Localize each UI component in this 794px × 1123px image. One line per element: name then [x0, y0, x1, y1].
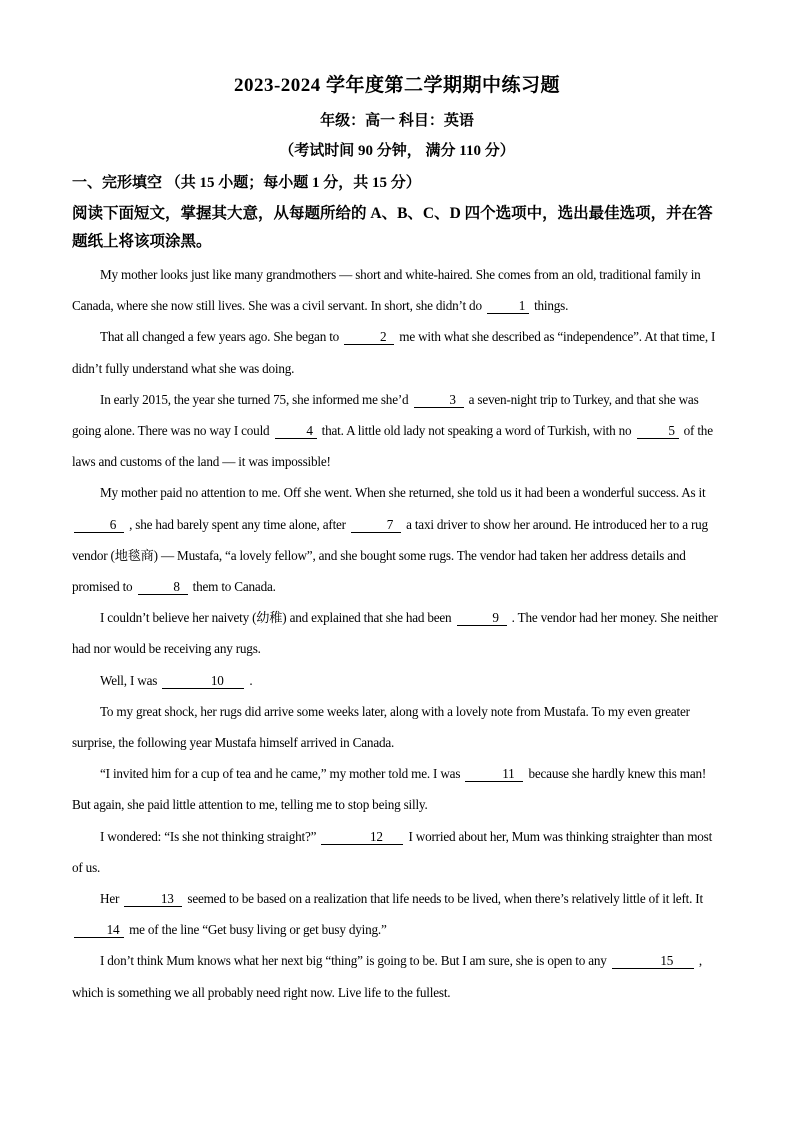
blank-4: 4	[275, 423, 317, 439]
text: them to Canada.	[192, 579, 276, 595]
blank-12: 12	[321, 829, 403, 845]
text: , she had barely spent any time alone, after	[129, 516, 346, 532]
grade-subject: 年级：高一 科目：英语	[320, 113, 474, 129]
text: things.	[534, 298, 569, 314]
paragraph-11	[72, 945, 724, 1007]
blank-14: 14	[74, 922, 124, 938]
text: , which is something we all probably need right now. Live life to the fullest.	[72, 953, 702, 1000]
text: . The vendor had her money. She neither had nor would be receiving any rugs.	[72, 610, 718, 657]
paragraph-4	[72, 477, 724, 602]
text: I worried about her, Mum was thinking straighter than most of us.	[72, 828, 713, 875]
paragraph-6	[72, 665, 724, 696]
blank-9: 9	[457, 610, 507, 626]
blank-6: 6	[74, 517, 124, 533]
text: a taxi driver to show her around. He introduced her to a rug vendor (地毯商) — Mustafa, “a lovely fellow”, and she bought some rugs. The vendor had taken her address details and promised to	[72, 516, 708, 595]
blank-2: 2	[344, 329, 394, 345]
text: I don’t think Mum knows what her next big “thing” is going to be. But I am sure, she is open to any	[100, 953, 607, 969]
text: Her	[100, 891, 120, 907]
paragraph-8	[72, 758, 724, 820]
text: because she hardly knew this man! But again, she paid little attention to me, telling me to stop being silly.	[72, 766, 707, 813]
section-heading: 一、完形填空 （共 15 小题；每小题 1 分，共 15 分）	[72, 175, 421, 191]
exam-time: （考试时间 90 分钟， 满分 110 分）	[279, 143, 515, 159]
text: Well, I was	[100, 672, 158, 688]
paragraph-1	[72, 259, 724, 321]
paragraph-10	[72, 883, 724, 945]
text: me with what she described as “independence”. At that time, I didn’t fully understand what she was doing.	[72, 329, 716, 376]
paragraph-2	[72, 321, 724, 383]
text: me of the line “Get busy living or get busy dying.”	[129, 922, 387, 938]
text: That all changed a few years ago. She began to	[100, 329, 340, 345]
text: of the laws and customs of the land — it was impossible!	[72, 423, 713, 470]
blank-5: 5	[637, 423, 679, 439]
blank-1: 1	[487, 298, 529, 314]
text: .	[249, 672, 253, 688]
cloze-passage	[72, 259, 724, 1008]
blank-3: 3	[414, 392, 464, 408]
exam-title: 2023-2024 学年度第二学期期中练习题	[233, 75, 561, 96]
paragraph-7	[72, 696, 724, 758]
blank-13: 13	[124, 891, 182, 907]
blank-7: 7	[351, 517, 401, 533]
text: I wondered: “Is she not thinking straight?”	[100, 828, 317, 844]
text: My mother looks just like many grandmothers — short and white-haired. She comes from an old, traditional family in Canada, where she now still lives. She was a civil servant. In short, she didn’t do	[72, 267, 701, 314]
text: My mother paid no attention to me. Off she went. When she returned, she told us it had been a wonderful success. As it	[100, 485, 706, 501]
text: a seven-night trip to Turkey, and that she was going alone. There was no way I could	[72, 391, 699, 439]
text: “I invited him for a cup of tea and he came,” my mother told me. I was	[100, 766, 461, 782]
text: In early 2015, the year she turned 75, she informed me she’d	[100, 391, 409, 407]
paragraph-3	[72, 384, 724, 478]
text: seemed to be based on a realization that life needs to be lived, when there’s relatively little of it left. It	[187, 891, 703, 907]
section-instruction: 阅读下面短文，掌握其大意，从每题所给的 A、B、C、D 四个选项中，选出最佳选项，并在答题纸上将该项涂黑。	[72, 205, 713, 250]
paragraph-5	[72, 602, 724, 664]
paragraph-9	[72, 821, 724, 883]
blank-15: 15	[612, 953, 694, 969]
text: that. A little old lady not speaking a word of Turkish, with no	[321, 423, 632, 439]
blank-8: 8	[138, 579, 188, 595]
blank-11: 11	[465, 766, 523, 782]
text: I couldn’t believe her naivety (幼稚) and explained that she had been	[100, 610, 452, 626]
text: To my great shock, her rugs did arrive some weeks later, along with a lovely note from Mustafa. To my even greater surprise, the following year Mustafa himself arrived in Canada.	[72, 703, 690, 751]
blank-10: 10	[162, 673, 244, 689]
